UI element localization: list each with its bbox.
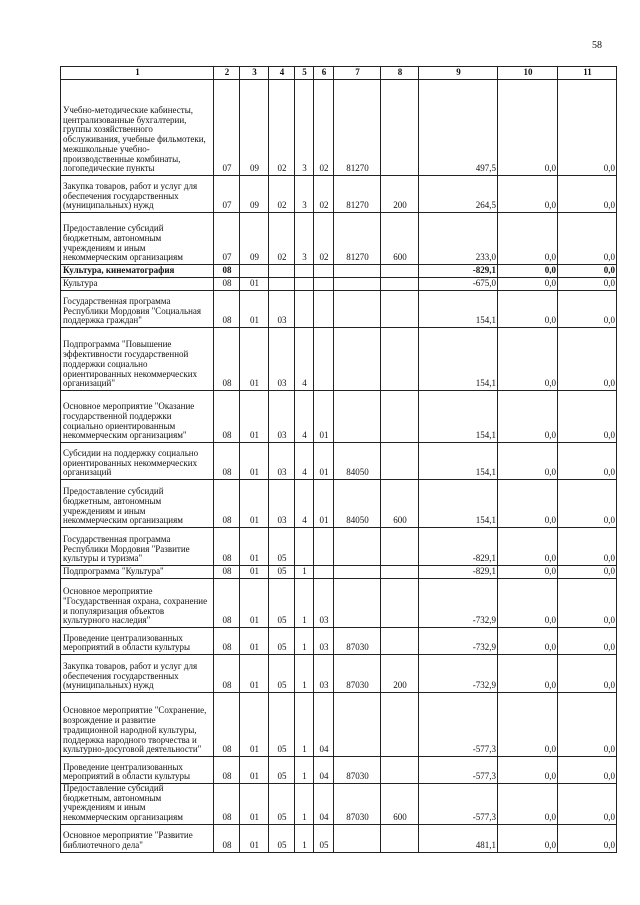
code-cell: 03 bbox=[314, 655, 334, 693]
code-cell: 01 bbox=[240, 579, 269, 628]
code-cell: 01 bbox=[314, 480, 334, 528]
code-cell: 600 bbox=[381, 213, 419, 265]
code-cell: 08 bbox=[214, 443, 240, 480]
row-name-cell: Предоставление субсидий бюджетным, автономным учреждениям и иным некоммерческим организациям bbox=[61, 480, 214, 528]
code-cell: 07 bbox=[214, 213, 240, 265]
amount-cell: 0,0 bbox=[498, 443, 558, 480]
code-cell bbox=[381, 328, 419, 391]
code-cell: 1 bbox=[295, 824, 314, 852]
table-row bbox=[61, 824, 617, 852]
amount-cell: 154,1 bbox=[419, 391, 498, 443]
code-cell: 02 bbox=[269, 176, 295, 213]
col-header: 4 bbox=[269, 67, 295, 80]
table-row bbox=[61, 443, 617, 480]
code-cell: 01 bbox=[314, 391, 334, 443]
amount-cell: -577,3 bbox=[419, 784, 498, 825]
row-name-cell: Субсидии на поддержку социально ориентированных некоммерческих организаций bbox=[61, 443, 214, 480]
row-name-cell: Основное мероприятие "Развитие библиотечного дела" bbox=[61, 824, 214, 852]
row-name-cell: Учебно-методические кабинесты, централизованные бухгалтерии, группы хозяйственного обслуживания, учебные фильмотеки, межшкольные учебно-производственные комбинаты, логопедические пункты bbox=[61, 80, 214, 176]
code-cell bbox=[334, 693, 381, 757]
table-row bbox=[61, 528, 617, 566]
amount-cell: 154,1 bbox=[419, 291, 498, 328]
table-row bbox=[61, 480, 617, 528]
code-cell: 05 bbox=[269, 628, 295, 655]
code-cell bbox=[381, 824, 419, 852]
code-cell: 01 bbox=[240, 628, 269, 655]
amount-cell: -829,1 bbox=[419, 528, 498, 566]
code-cell: 08 bbox=[214, 579, 240, 628]
code-cell: 01 bbox=[240, 655, 269, 693]
row-name-cell: Закупка товаров, работ и услуг для обеспечения государственных (муниципальных) нужд bbox=[61, 655, 214, 693]
code-cell: 3 bbox=[295, 176, 314, 213]
table-row bbox=[61, 566, 617, 579]
amount-cell: 233,0 bbox=[419, 213, 498, 265]
amount-cell: 0,0 bbox=[498, 80, 558, 176]
table-row bbox=[61, 628, 617, 655]
code-cell: 03 bbox=[314, 628, 334, 655]
amount-cell: 0,0 bbox=[558, 824, 617, 852]
code-cell bbox=[334, 566, 381, 579]
code-cell bbox=[314, 278, 334, 291]
code-cell: 08 bbox=[214, 391, 240, 443]
amount-cell: -732,9 bbox=[419, 628, 498, 655]
code-cell bbox=[334, 824, 381, 852]
code-cell: 09 bbox=[240, 176, 269, 213]
code-cell bbox=[381, 80, 419, 176]
row-name-cell: Закупка товаров, работ и услуг для обеспечения государственных (муниципальных) нужд bbox=[61, 176, 214, 213]
code-cell: 01 bbox=[240, 291, 269, 328]
code-cell: 08 bbox=[214, 757, 240, 784]
row-name-cell: Проведение централизованных мероприятий в области культуры bbox=[61, 628, 214, 655]
col-header: 11 bbox=[558, 67, 617, 80]
code-cell: 08 bbox=[214, 528, 240, 566]
code-cell: 05 bbox=[269, 824, 295, 852]
table-row bbox=[61, 757, 617, 784]
amount-cell: 0,0 bbox=[558, 291, 617, 328]
code-cell: 4 bbox=[295, 328, 314, 391]
amount-cell: -829,1 bbox=[419, 265, 498, 278]
amount-cell: -732,9 bbox=[419, 579, 498, 628]
code-cell: 08 bbox=[214, 566, 240, 579]
code-cell bbox=[381, 566, 419, 579]
amount-cell: 154,1 bbox=[419, 443, 498, 480]
code-cell: 05 bbox=[269, 693, 295, 757]
amount-cell: 0,0 bbox=[498, 693, 558, 757]
amount-cell: 0,0 bbox=[498, 213, 558, 265]
col-header: 7 bbox=[334, 67, 381, 80]
code-cell bbox=[381, 579, 419, 628]
code-cell: 01 bbox=[240, 278, 269, 291]
code-cell: 84050 bbox=[334, 443, 381, 480]
col-header: 1 bbox=[61, 67, 214, 80]
code-cell bbox=[381, 528, 419, 566]
code-cell bbox=[295, 278, 314, 291]
code-cell: 1 bbox=[295, 579, 314, 628]
amount-cell: 0,0 bbox=[558, 693, 617, 757]
code-cell: 05 bbox=[269, 757, 295, 784]
code-cell: 04 bbox=[314, 757, 334, 784]
table-row bbox=[61, 579, 617, 628]
code-cell: 09 bbox=[240, 80, 269, 176]
code-cell: 01 bbox=[240, 480, 269, 528]
code-cell bbox=[334, 579, 381, 628]
amount-cell: 0,0 bbox=[558, 213, 617, 265]
table-row bbox=[61, 213, 617, 265]
amount-cell: 264,5 bbox=[419, 176, 498, 213]
row-name-cell: Государственная программа Республики Мордовия "Развитие культуры и туризма" bbox=[61, 528, 214, 566]
code-cell: 09 bbox=[240, 213, 269, 265]
code-cell bbox=[314, 528, 334, 566]
code-cell bbox=[269, 278, 295, 291]
amount-cell: 154,1 bbox=[419, 328, 498, 391]
row-name-cell: Культура, кинематография bbox=[61, 265, 214, 278]
amount-cell: 481,1 bbox=[419, 824, 498, 852]
code-cell bbox=[381, 443, 419, 480]
code-cell: 08 bbox=[214, 291, 240, 328]
code-cell: 1 bbox=[295, 628, 314, 655]
code-cell bbox=[334, 528, 381, 566]
code-cell bbox=[269, 265, 295, 278]
code-cell: 1 bbox=[295, 566, 314, 579]
amount-cell: 0,0 bbox=[558, 757, 617, 784]
amount-cell: 0,0 bbox=[558, 579, 617, 628]
code-cell: 08 bbox=[214, 328, 240, 391]
row-name-cell: Культура bbox=[61, 278, 214, 291]
amount-cell: -577,3 bbox=[419, 693, 498, 757]
amount-cell: 0,0 bbox=[498, 291, 558, 328]
amount-cell: -675,0 bbox=[419, 278, 498, 291]
code-cell: 600 bbox=[381, 784, 419, 825]
amount-cell: 0,0 bbox=[558, 265, 617, 278]
code-cell: 01 bbox=[314, 443, 334, 480]
code-cell: 02 bbox=[269, 80, 295, 176]
amount-cell: 0,0 bbox=[498, 278, 558, 291]
code-cell: 03 bbox=[269, 443, 295, 480]
code-cell: 87030 bbox=[334, 628, 381, 655]
code-cell: 01 bbox=[240, 784, 269, 825]
code-cell bbox=[381, 757, 419, 784]
table-row bbox=[61, 80, 617, 176]
code-cell: 4 bbox=[295, 480, 314, 528]
amount-cell: 497,5 bbox=[419, 80, 498, 176]
amount-cell: 0,0 bbox=[558, 655, 617, 693]
amount-cell: 0,0 bbox=[498, 265, 558, 278]
amount-cell: 0,0 bbox=[558, 443, 617, 480]
code-cell: 05 bbox=[269, 566, 295, 579]
code-cell: 02 bbox=[314, 176, 334, 213]
amount-cell: 0,0 bbox=[498, 480, 558, 528]
code-cell: 3 bbox=[295, 213, 314, 265]
amount-cell: 0,0 bbox=[558, 391, 617, 443]
table-row bbox=[61, 176, 617, 213]
code-cell: 02 bbox=[314, 213, 334, 265]
code-cell bbox=[314, 291, 334, 328]
code-cell: 1 bbox=[295, 655, 314, 693]
code-cell: 05 bbox=[269, 579, 295, 628]
code-cell: 84050 bbox=[334, 480, 381, 528]
code-cell bbox=[334, 291, 381, 328]
amount-cell: 0,0 bbox=[558, 784, 617, 825]
code-cell: 08 bbox=[214, 655, 240, 693]
col-header: 9 bbox=[419, 67, 498, 80]
code-cell bbox=[334, 265, 381, 278]
code-cell bbox=[314, 265, 334, 278]
code-cell bbox=[334, 278, 381, 291]
code-cell bbox=[295, 265, 314, 278]
amount-cell: 0,0 bbox=[498, 528, 558, 566]
code-cell bbox=[314, 566, 334, 579]
code-cell bbox=[381, 278, 419, 291]
code-cell: 1 bbox=[295, 757, 314, 784]
amount-cell: -732,9 bbox=[419, 655, 498, 693]
code-cell bbox=[314, 328, 334, 391]
amount-cell: 0,0 bbox=[558, 80, 617, 176]
code-cell: 01 bbox=[240, 443, 269, 480]
amount-cell: 0,0 bbox=[498, 579, 558, 628]
code-cell: 03 bbox=[269, 291, 295, 328]
amount-cell: 0,0 bbox=[558, 480, 617, 528]
amount-cell: 0,0 bbox=[498, 784, 558, 825]
table-row bbox=[61, 265, 617, 278]
row-name-cell: Предоставление субсидий бюджетным, автономным учреждениям и иным некоммерческим организациям bbox=[61, 784, 214, 825]
code-cell: 01 bbox=[240, 328, 269, 391]
code-cell: 03 bbox=[269, 480, 295, 528]
code-cell: 3 bbox=[295, 80, 314, 176]
amount-cell: 0,0 bbox=[498, 566, 558, 579]
code-cell bbox=[334, 391, 381, 443]
amount-cell: 0,0 bbox=[498, 391, 558, 443]
row-name-cell: Государственная программа Республики Мордовия "Социальная поддержка граждан" bbox=[61, 291, 214, 328]
code-cell: 03 bbox=[269, 391, 295, 443]
code-cell: 08 bbox=[214, 265, 240, 278]
code-cell: 1 bbox=[295, 784, 314, 825]
code-cell: 81270 bbox=[334, 213, 381, 265]
row-name-cell: Основное мероприятие "Оказание государственной поддержки социально ориентированным некоммерческим организациям" bbox=[61, 391, 214, 443]
code-cell: 05 bbox=[314, 824, 334, 852]
code-cell: 87030 bbox=[334, 784, 381, 825]
code-cell: 600 bbox=[381, 480, 419, 528]
code-cell bbox=[381, 628, 419, 655]
amount-cell: -829,1 bbox=[419, 566, 498, 579]
code-cell: 87030 bbox=[334, 655, 381, 693]
table-row bbox=[61, 655, 617, 693]
code-cell bbox=[240, 265, 269, 278]
code-cell: 03 bbox=[314, 579, 334, 628]
amount-cell: 0,0 bbox=[558, 528, 617, 566]
code-cell bbox=[381, 693, 419, 757]
code-cell: 81270 bbox=[334, 80, 381, 176]
col-header: 8 bbox=[381, 67, 419, 80]
code-cell: 81270 bbox=[334, 176, 381, 213]
code-cell: 08 bbox=[214, 628, 240, 655]
row-name-cell: Проведение централизованных мероприятий в области культуры bbox=[61, 757, 214, 784]
col-header: 10 bbox=[498, 67, 558, 80]
row-name-cell: Предоставление субсидий бюджетным, автономным учреждениям и иным некоммерческим организациям bbox=[61, 213, 214, 265]
amount-cell: 0,0 bbox=[558, 176, 617, 213]
code-cell bbox=[295, 528, 314, 566]
code-cell: 07 bbox=[214, 176, 240, 213]
code-cell bbox=[381, 391, 419, 443]
amount-cell: 0,0 bbox=[498, 176, 558, 213]
code-cell: 01 bbox=[240, 824, 269, 852]
code-cell: 200 bbox=[381, 655, 419, 693]
code-cell: 4 bbox=[295, 443, 314, 480]
code-cell: 08 bbox=[214, 784, 240, 825]
page-number: 58 bbox=[592, 40, 602, 51]
amount-cell: 0,0 bbox=[498, 628, 558, 655]
code-cell: 05 bbox=[269, 784, 295, 825]
code-cell: 02 bbox=[314, 80, 334, 176]
col-header: 3 bbox=[240, 67, 269, 80]
code-cell: 07 bbox=[214, 80, 240, 176]
amount-cell: 0,0 bbox=[498, 655, 558, 693]
amount-cell: -577,3 bbox=[419, 757, 498, 784]
budget-table bbox=[60, 66, 617, 853]
amount-cell: 0,0 bbox=[498, 824, 558, 852]
amount-cell: 0,0 bbox=[498, 757, 558, 784]
code-cell bbox=[334, 328, 381, 391]
code-cell: 08 bbox=[214, 824, 240, 852]
table-row bbox=[61, 784, 617, 825]
amount-cell: 0,0 bbox=[558, 328, 617, 391]
code-cell: 01 bbox=[240, 566, 269, 579]
table-row bbox=[61, 391, 617, 443]
table-row bbox=[61, 278, 617, 291]
code-cell: 87030 bbox=[334, 757, 381, 784]
amount-cell: 0,0 bbox=[558, 278, 617, 291]
code-cell: 05 bbox=[269, 528, 295, 566]
amount-cell: 0,0 bbox=[558, 628, 617, 655]
code-cell: 05 bbox=[269, 655, 295, 693]
amount-cell: 0,0 bbox=[498, 328, 558, 391]
table-row bbox=[61, 328, 617, 391]
code-cell: 02 bbox=[269, 213, 295, 265]
code-cell: 01 bbox=[240, 693, 269, 757]
table-row bbox=[61, 291, 617, 328]
row-name-cell: Основное мероприятие "Сохранение, возрождение и развитие традиционной народной культуры, поддержка народного творчества и культурно-досуговой деятельности" bbox=[61, 693, 214, 757]
code-cell: 03 bbox=[269, 328, 295, 391]
amount-cell: 0,0 bbox=[558, 566, 617, 579]
col-header: 2 bbox=[214, 67, 240, 80]
col-header: 5 bbox=[295, 67, 314, 80]
code-cell: 08 bbox=[214, 693, 240, 757]
row-name-cell: Подпрограмма "Повышение эффективности государственной поддержки социально ориентированных некоммерческих организаций" bbox=[61, 328, 214, 391]
code-cell: 01 bbox=[240, 757, 269, 784]
code-cell: 1 bbox=[295, 693, 314, 757]
code-cell: 01 bbox=[240, 391, 269, 443]
code-cell bbox=[381, 291, 419, 328]
code-cell: 4 bbox=[295, 391, 314, 443]
amount-cell: 154,1 bbox=[419, 480, 498, 528]
code-cell: 01 bbox=[240, 528, 269, 566]
code-cell bbox=[295, 291, 314, 328]
code-cell: 04 bbox=[314, 784, 334, 825]
table-row bbox=[61, 693, 617, 757]
code-cell bbox=[381, 265, 419, 278]
header-row bbox=[61, 67, 617, 80]
code-cell: 200 bbox=[381, 176, 419, 213]
col-header: 6 bbox=[314, 67, 334, 80]
code-cell: 08 bbox=[214, 278, 240, 291]
code-cell: 04 bbox=[314, 693, 334, 757]
code-cell: 08 bbox=[214, 480, 240, 528]
row-name-cell: Основное мероприятие "Государственная охрана, сохранение и популяризация объектов культурного наследия" bbox=[61, 579, 214, 628]
row-name-cell: Подпрограмма "Культура" bbox=[61, 566, 214, 579]
